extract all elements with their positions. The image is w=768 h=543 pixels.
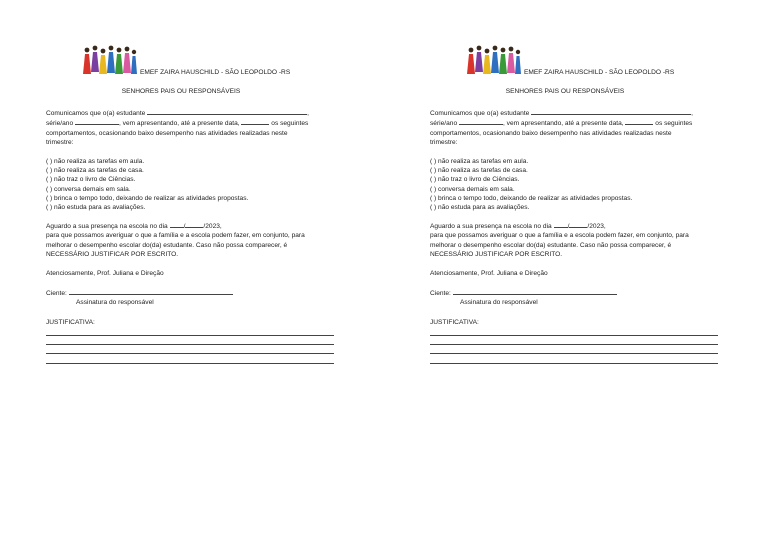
justification-line[interactable] [46, 354, 334, 363]
justification-line[interactable] [430, 336, 718, 345]
checklist-item[interactable]: ( ) não traz o livro de Ciências. [430, 176, 520, 184]
justification-line[interactable] [430, 327, 718, 336]
invite-line-3: melhorar o desempenho escolar do(da) estudante. Caso não possa comparecer, é [430, 241, 672, 249]
intro-line-4: trimestre: [46, 138, 74, 146]
student-name-blank[interactable] [147, 108, 307, 115]
intro-line-2-end: os seguintes [271, 120, 309, 128]
checklist-item[interactable]: ( ) não realiza as tarefas de casa. [46, 167, 144, 175]
header [430, 44, 730, 78]
signature-label: Ciente: [430, 290, 451, 298]
notice-left [46, 44, 346, 364]
behavior-checklist [430, 157, 730, 212]
school-logo-figures-icon [82, 44, 138, 76]
checklist-item[interactable]: ( ) não estuda para as avaliações. [430, 204, 530, 212]
school-name: EMEF ZAIRA HAUSCHILD - SÃO LEOPOLDO -RS [140, 69, 291, 76]
justification-line[interactable] [46, 336, 334, 345]
invite-line-1: Aguardo a sua presença na escola no dia [430, 223, 552, 231]
day-blank[interactable] [554, 221, 570, 231]
checklist-item[interactable]: ( ) não realiza as tarefas em aula. [46, 158, 145, 166]
student-name-blank[interactable] [531, 108, 691, 115]
checklist-item[interactable]: ( ) não estuda para as avaliações. [46, 204, 146, 212]
checklist-item[interactable]: ( ) conversa demais em sala. [46, 185, 131, 193]
invite-year: /2023, [203, 223, 222, 231]
behavior-checklist [46, 157, 346, 212]
count-blank[interactable] [241, 118, 269, 125]
meeting-invitation [430, 221, 730, 259]
checklist-item[interactable]: ( ) não realiza as tarefas em aula. [430, 158, 529, 166]
justification-label: JUSTIFICATIVA: [430, 318, 479, 326]
checklist-item[interactable]: ( ) não traz o livro de Ciências. [46, 176, 136, 184]
justification-line[interactable] [430, 345, 718, 354]
count-blank[interactable] [625, 118, 653, 125]
notice-right [430, 44, 730, 364]
month-blank[interactable] [183, 221, 203, 231]
signature-block [430, 288, 730, 307]
intro-grade-label: série/ano [46, 120, 74, 128]
intro-line-2: , vem apresentando, até a presente data, [118, 120, 240, 128]
justification-line[interactable] [46, 327, 334, 336]
invite-line-4: NECESSÁRIO JUSTIFICAR POR ESCRITO. [430, 250, 563, 258]
date-separator: / [567, 223, 570, 231]
signature-label: Ciente: [46, 290, 67, 298]
meeting-invitation [46, 221, 346, 259]
invite-year: /2023, [587, 223, 606, 231]
letter-title: SENHORES PAIS OU RESPONSÁVEIS [505, 88, 625, 95]
header [46, 44, 346, 78]
justification-block [46, 318, 346, 364]
school-name: EMEF ZAIRA HAUSCHILD - SÃO LEOPOLDO -RS [524, 69, 675, 76]
intro-line-3: comportamentos, ocasionando baixo desempenho nas atividades realizadas neste [430, 129, 672, 137]
intro-paragraph: Comunicamos que o(a) estudante , série/ano , vem apresentando, até a presente data, os seguintes comportamentos, ocasionando baixo desempenho nas atividades realizadas neste trimestre: [430, 108, 730, 147]
intro-line-2-end: os seguintes [655, 120, 693, 128]
school-logo-figures-icon [466, 44, 522, 76]
month-blank[interactable] [567, 221, 587, 231]
justification-line[interactable] [46, 345, 334, 354]
signature-block [46, 288, 346, 307]
checklist-item[interactable]: ( ) não realiza as tarefas de casa. [430, 167, 528, 175]
closing-line: Atenciosamente, Prof. Juliana e Direção [46, 270, 164, 278]
letter-title: SENHORES PAIS OU RESPONSÁVEIS [121, 88, 241, 95]
signature-blank[interactable] [453, 288, 617, 295]
invite-line-3: melhorar o desempenho escolar do(da) estudante. Caso não possa comparecer, é [46, 241, 288, 249]
checklist-item[interactable]: ( ) conversa demais em sala. [430, 185, 515, 193]
intro-paragraph: Comunicamos que o(a) estudante , série/ano , vem apresentando, até a presente data, os seguintes comportamentos, ocasionando baixo desempenho nas atividades realizadas neste trimestre: [46, 108, 346, 147]
intro-line-3: comportamentos, ocasionando baixo desempenho nas atividades realizadas neste [46, 129, 288, 137]
checklist-item[interactable]: ( ) brinca o tempo todo, deixando de realizar as atividades propostas. [430, 194, 633, 202]
date-separator: / [183, 223, 186, 231]
grade-blank[interactable] [75, 118, 119, 125]
intro-line-1: Comunicamos que o(a) estudante [430, 110, 530, 118]
invite-line-2: para que possamos averiguar o que a família e a escola podem fazer, em conjunto, para [430, 232, 689, 240]
intro-line-1: Comunicamos que o(a) estudante [46, 110, 146, 118]
signature-blank[interactable] [69, 288, 233, 295]
intro-line-4: trimestre: [430, 138, 458, 146]
closing-line: Atenciosamente, Prof. Juliana e Direção [430, 270, 548, 278]
justification-block [430, 318, 730, 364]
grade-blank[interactable] [459, 118, 503, 125]
invite-line-4: NECESSÁRIO JUSTIFICAR POR ESCRITO. [46, 250, 179, 258]
signature-caption: Assinatura do responsável [460, 299, 538, 307]
justification-label: JUSTIFICATIVA: [46, 318, 95, 326]
invite-line-2: para que possamos averiguar o que a família e a escola podem fazer, em conjunto, para [46, 232, 305, 240]
justification-line[interactable] [430, 354, 718, 363]
signature-caption: Assinatura do responsável [76, 299, 154, 307]
intro-grade-label: série/ano [430, 120, 458, 128]
checklist-item[interactable]: ( ) brinca o tempo todo, deixando de realizar as atividades propostas. [46, 194, 249, 202]
invite-line-1: Aguardo a sua presença na escola no dia [46, 223, 168, 231]
day-blank[interactable] [170, 221, 186, 231]
intro-line-2: , vem apresentando, até a presente data, [502, 120, 624, 128]
